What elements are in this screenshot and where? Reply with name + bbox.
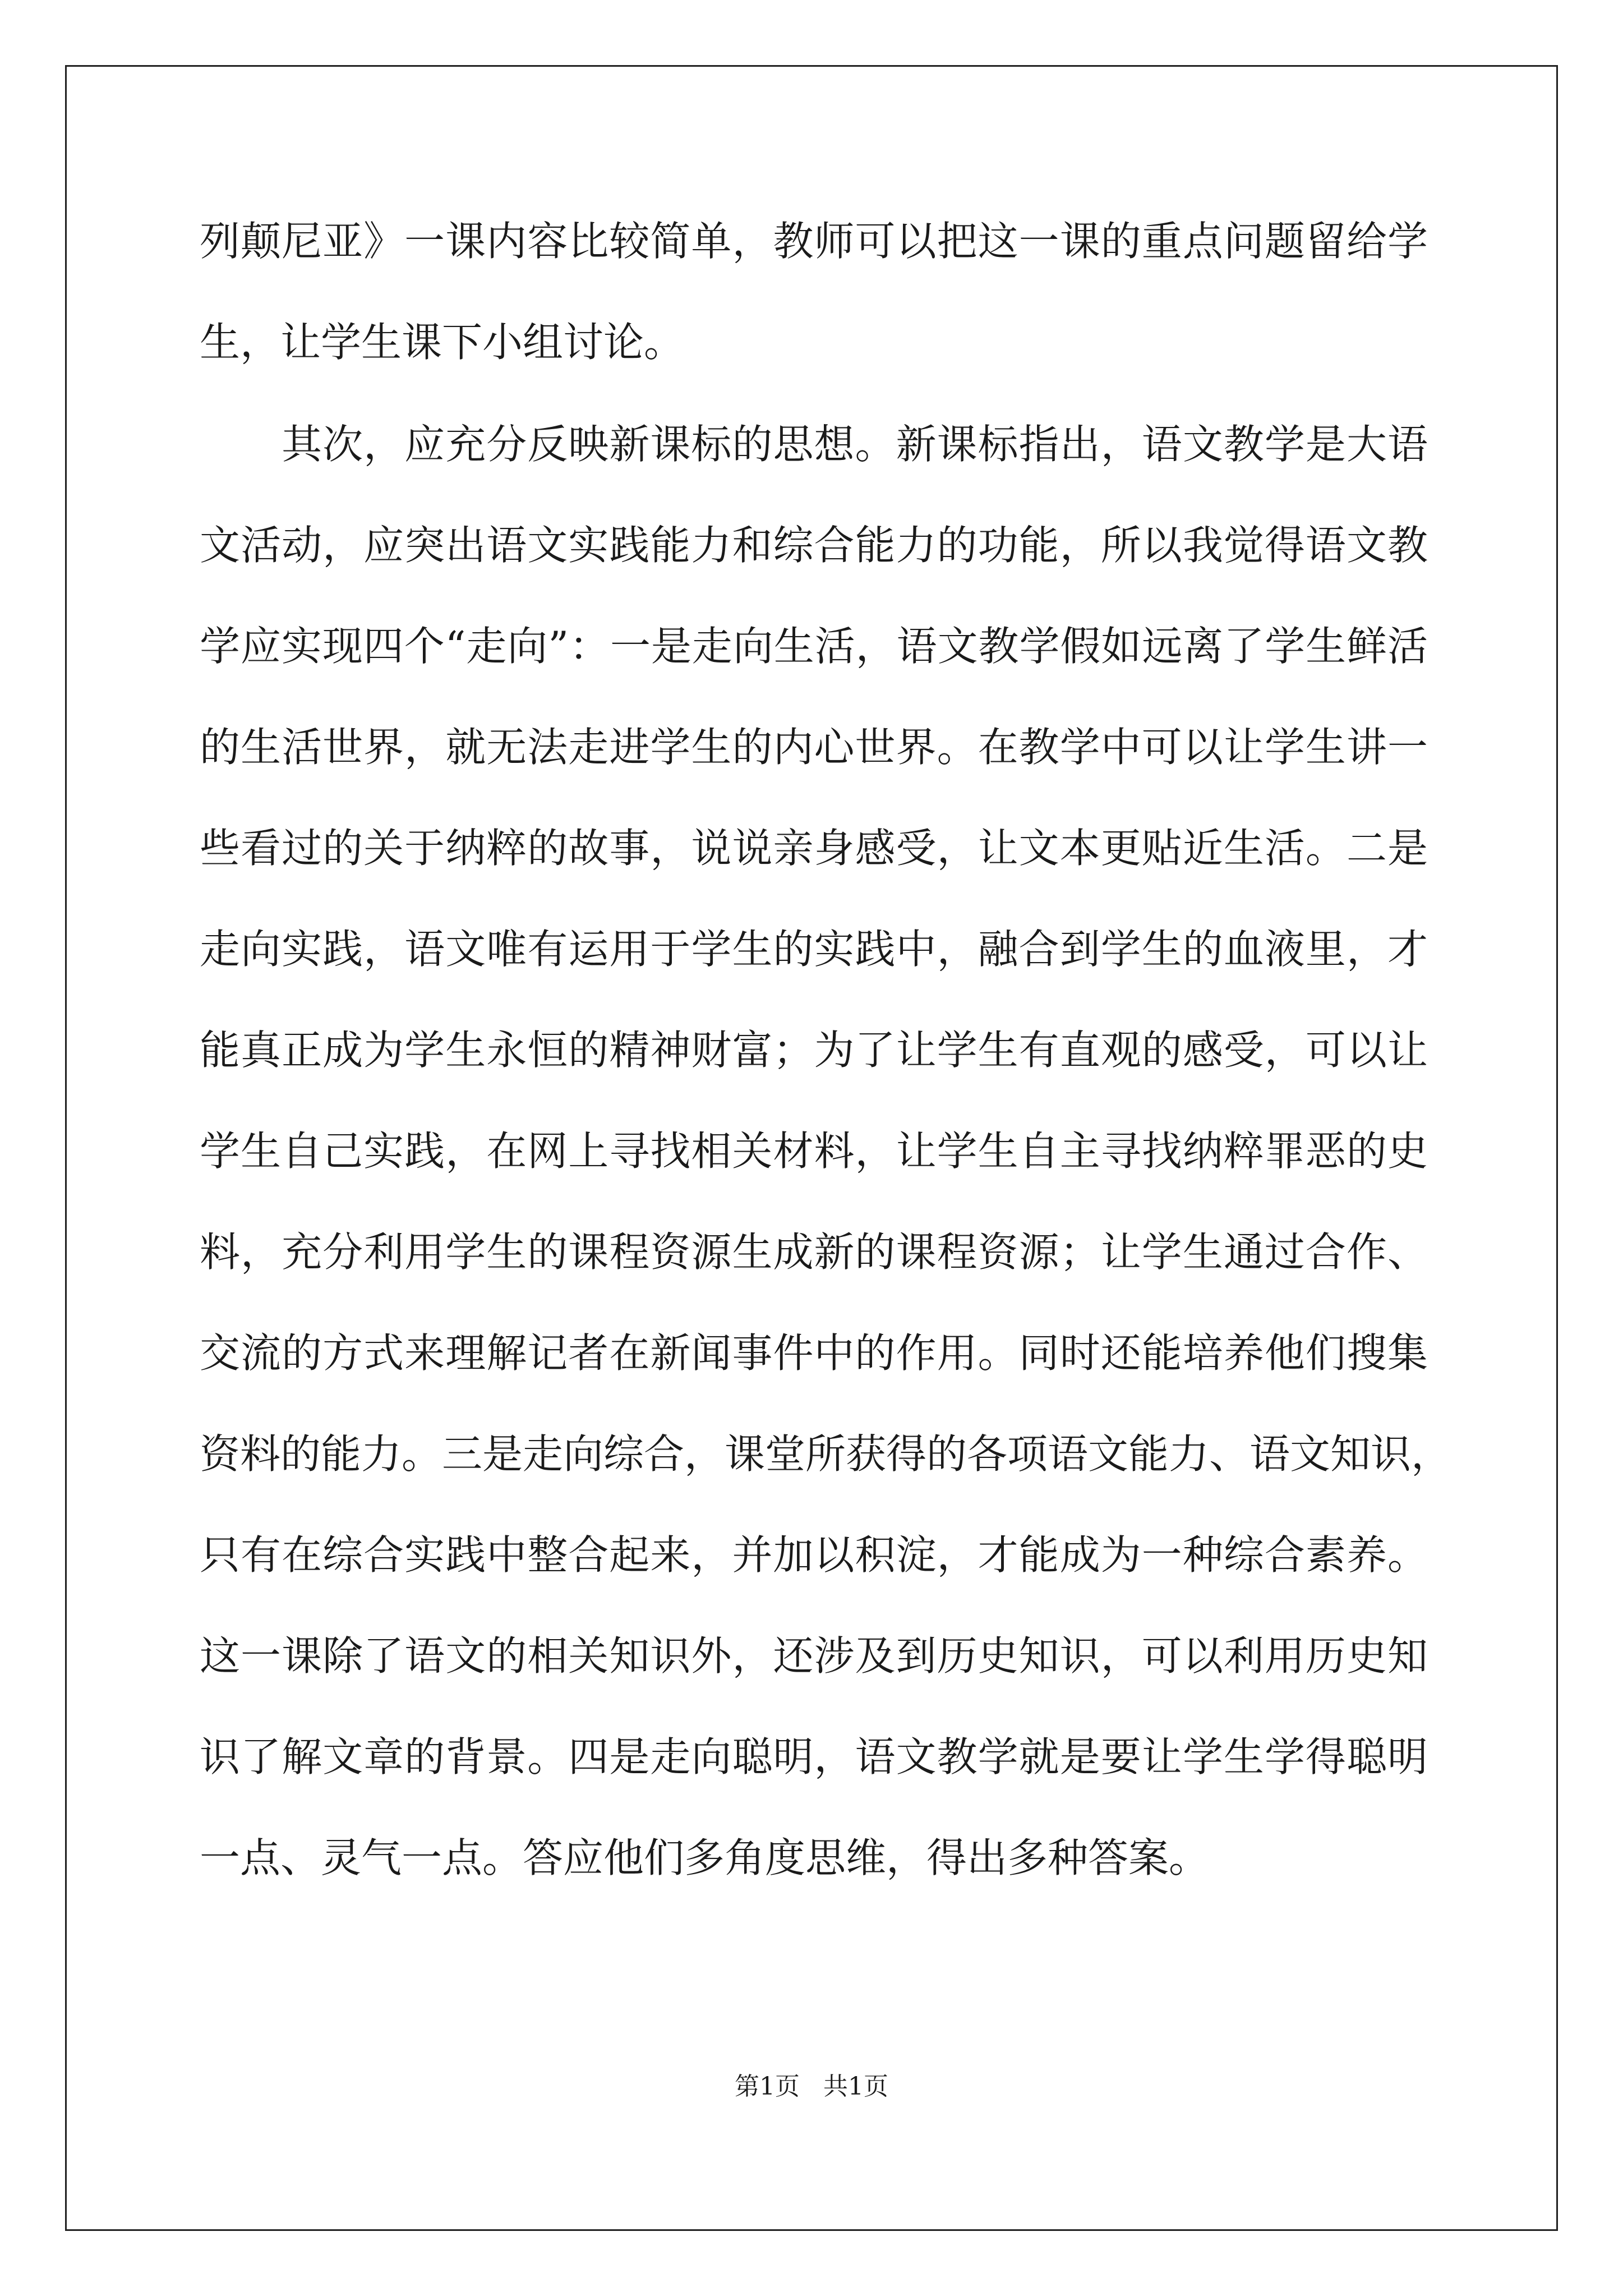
page-number-footer: 第1页 共1页: [735, 2072, 888, 2101]
paragraph-line-4: 文活动，应突出语文实践能力和综合能力的功能，所以我觉得语文教: [200, 522, 1428, 569]
paragraph-line-11: 料，充分利用学生的课程资源生成新的课程资源；让学生通过合作、: [200, 1228, 1428, 1276]
paragraph-line-9: 能真正成为学生永恒的精神财富；为了让学生有直观的感受，可以让: [200, 1027, 1428, 1074]
paragraph-line-6: 的生活世界，就无法走进学生的内心世界。在教学中可以让学生讲一: [200, 724, 1428, 771]
paragraph-line-3: 其次，应充分反映新课标的思想。新课标指出，语文教学是大语: [200, 421, 1428, 468]
paragraph-line-7: 些看过的关于纳粹的故事，说说亲身感受，让文本更贴近生活。二是: [200, 825, 1428, 872]
paragraph-line-5: 学应实现四个“走向”：一是走向生活，语文教学假如远离了学生鲜活: [200, 623, 1428, 670]
paragraph-line-10: 学生自己实践，在网上寻找相关材料，让学生自主寻找纳粹罪恶的史: [200, 1128, 1428, 1175]
paragraph-line-2: 生，让学生课下小组讨论。: [200, 319, 685, 366]
paragraph-line-13: 资料的能力。三是走向综合，课堂所获得的各项语文能力、语文知识，: [200, 1430, 1452, 1478]
paragraph-line-16: 识了解文章的背景。四是走向聪明，语文教学就是要让学生学得聪明: [200, 1733, 1428, 1780]
paragraph-line-17: 一点、灵气一点。答应他们多角度思维，得出多种答案。: [200, 1834, 1210, 1881]
paragraph-line-15: 这一课除了语文的相关知识外，还涉及到历史知识，可以利用历史知: [200, 1632, 1428, 1680]
paragraph-line-1: 列颠尼亚》一课内容比较简单，教师可以把这一课的重点问题留给学: [200, 218, 1428, 265]
paragraph-line-14: 只有在综合实践中整合起来，并加以积淀，才能成为一种综合素养。: [200, 1531, 1428, 1579]
paragraph-line-12: 交流的方式来理解记者在新闻事件中的作用。同时还能培养他们搜集: [200, 1329, 1428, 1377]
paragraph-line-8: 走向实践，语文唯有运用于学生的实践中，融合到学生的血液里，才: [200, 926, 1428, 973]
